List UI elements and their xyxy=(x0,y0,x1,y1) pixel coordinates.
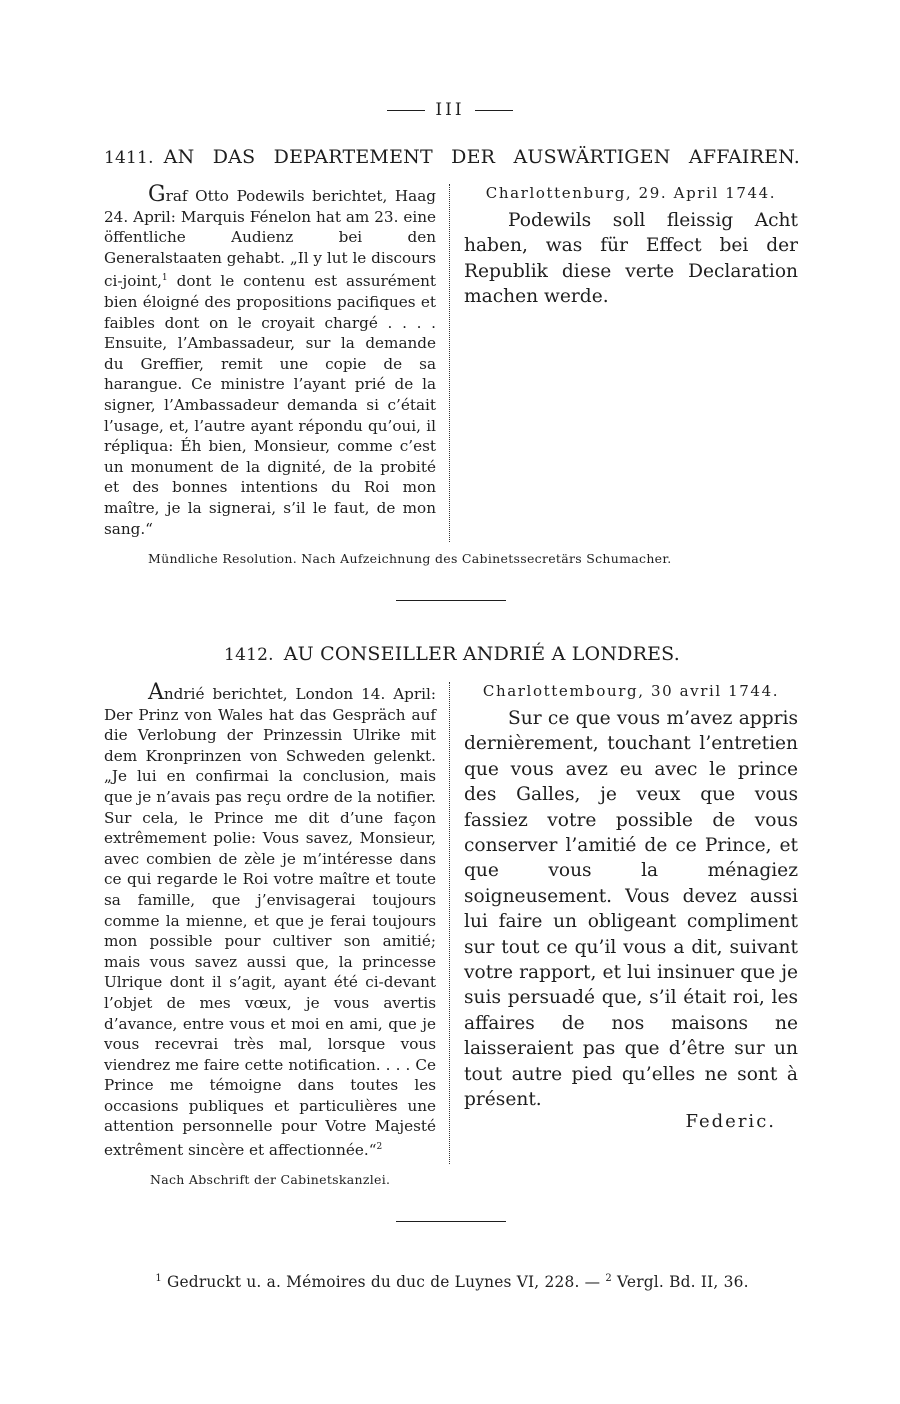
letter-1412-column-separator xyxy=(449,682,450,1164)
footnote-ref-2: 2 xyxy=(376,1142,383,1153)
footnote-2-text: Vergl. Bd. II, 36. xyxy=(611,1273,749,1292)
letter-1412-summary-text: ndrié berichtet, London 14. April: Der Prinz von Wales hat das Gespräch auf die Verlobung der Prinzessin Ulrike mit dem Kronprinzen von Schweden gelenkt. „Je lui en confirmai la conclusion, mais que je n’avais pas reçu ordre de la notifier. Sur cela, le Prince me dit d’une façon extrêmement polie: Vous savez, Monsieur, avec combien de zèle je m’intéresse dans ce qui regarde le Roi votre maître et toute sa famille, que j’envisagerai toujours comme la mienne, et que je ferai toujours mon possible pour cultiver son amitié; mais vous savez aussi que, la princesse Ulrique dont il s’agit, ayant été ci-devant l’objet de mes vœux, je vous avertis d’avance, entre vous et moi en ami, que je vous recevrai très mal, lorsque vous viendrez me faire cette notification. . . . Ce Prince me témoigne dans toutes les occasions publiques et particulières une attention personnelle pour Votre Majesté extrêment sincère et affectionnée.“ xyxy=(104,685,436,1160)
letter-1411-date: Charlottenburg, 29. April 1744. xyxy=(485,184,777,202)
letter-1412-letter xyxy=(464,682,798,1132)
letter-1411-column-separator xyxy=(449,184,450,542)
letter-1412-signature: Federic. xyxy=(685,1110,776,1132)
letter-1411-number: 1411. xyxy=(104,148,154,168)
letter-1412-title: AU CONSEILLER ANDRIÉ A LONDRES. xyxy=(283,643,680,665)
letter-1411-summary-text-a: raf Otto Podewils berichtet, Haag 24. April: Marquis Fénelon hat am 23. eine öffentliche Audienz bei den Generalstaaten gehabt. „Il y lut le discours ci-joint, xyxy=(104,187,436,291)
footnotes xyxy=(104,1273,800,1291)
letter-1412-summary xyxy=(104,682,436,1161)
section-rule-2 xyxy=(396,1221,506,1222)
letter-1411-heading xyxy=(104,146,800,168)
letter-1411-resolution-text: Podewils soll fleissig Acht haben, was für Effect bei der Republik diese verte Declaration machen werde. xyxy=(464,210,798,308)
page-number-dash-right xyxy=(475,110,513,111)
footnote-1-text: Gedruckt u. a. Mémoires du duc de Luynes VI, 228. — xyxy=(161,1273,606,1292)
letter-1412-heading xyxy=(104,643,800,665)
letter-1411-initial: G xyxy=(148,182,166,207)
section-rule-1 xyxy=(396,600,506,601)
letter-1411-summary xyxy=(104,184,436,539)
page-number-dash-left xyxy=(387,110,425,111)
page-number-text: III xyxy=(435,100,465,120)
letter-1411-source: Mündliche Resolution. Nach Aufzeichnung des Cabinetssecretärs Schumacher. xyxy=(148,551,672,566)
footnote-ref-1: 1 xyxy=(161,273,168,284)
footnote-1-mark: 1 xyxy=(155,1273,162,1284)
letter-1412-source: Nach Abschrift der Cabinetskanzlei. xyxy=(150,1172,391,1187)
letter-1412-date: Charlottembourg, 30 avril 1744. xyxy=(482,682,780,700)
letter-1411-resolution xyxy=(464,184,798,310)
letter-1411-summary-text-b: dont le contenu est assurément bien éloigné des propositions pacifiques et faibles dont on le croyait chargé . . . . Ensuite, l’Ambassadeur, sur la demande du Greffier, remit une copie de sa harangue. Ce ministre l’ayant prié de la signer, l’Ambassadeur demanda si c’était l’usage, et, l’autre ayant répondu qu’oui, il répliqua: Éh bien, Monsieur, comme c’est un monument de la dignité, de la probité et des bonnes intentions du Roi mon maître, je la signerai, s’il le faut, de mon sang.“ xyxy=(104,272,436,538)
letter-1412-letter-text: Sur ce que vous m’avez appris dernièrement, touchant l’entretien que vous avez eu avec le prince des Galles, je veux que vous fassiez votre possible de vous conserver l’amitié de ce Prince, et que vous la ménagiez soigneusement. Vous devez aussi lui faire un obligeant compliment sur tout ce qu’il vous a dit, suivant votre rapport, et lui insinuer que je suis persuadé que, s’il était roi, les affaires de nos maisons ne laisseraient pas que d’être sur un tout autre pied qu’elles ne sont à présent. xyxy=(464,708,798,1111)
letter-1412-initial: A xyxy=(148,680,164,705)
footnote-2-mark: 2 xyxy=(605,1273,612,1284)
letter-1412-number: 1412. xyxy=(224,645,274,665)
page-number xyxy=(0,100,900,120)
letter-1411-title: AN DAS DEPARTEMENT DER AUSWÄRTIGEN AFFAIREN. xyxy=(163,146,800,168)
